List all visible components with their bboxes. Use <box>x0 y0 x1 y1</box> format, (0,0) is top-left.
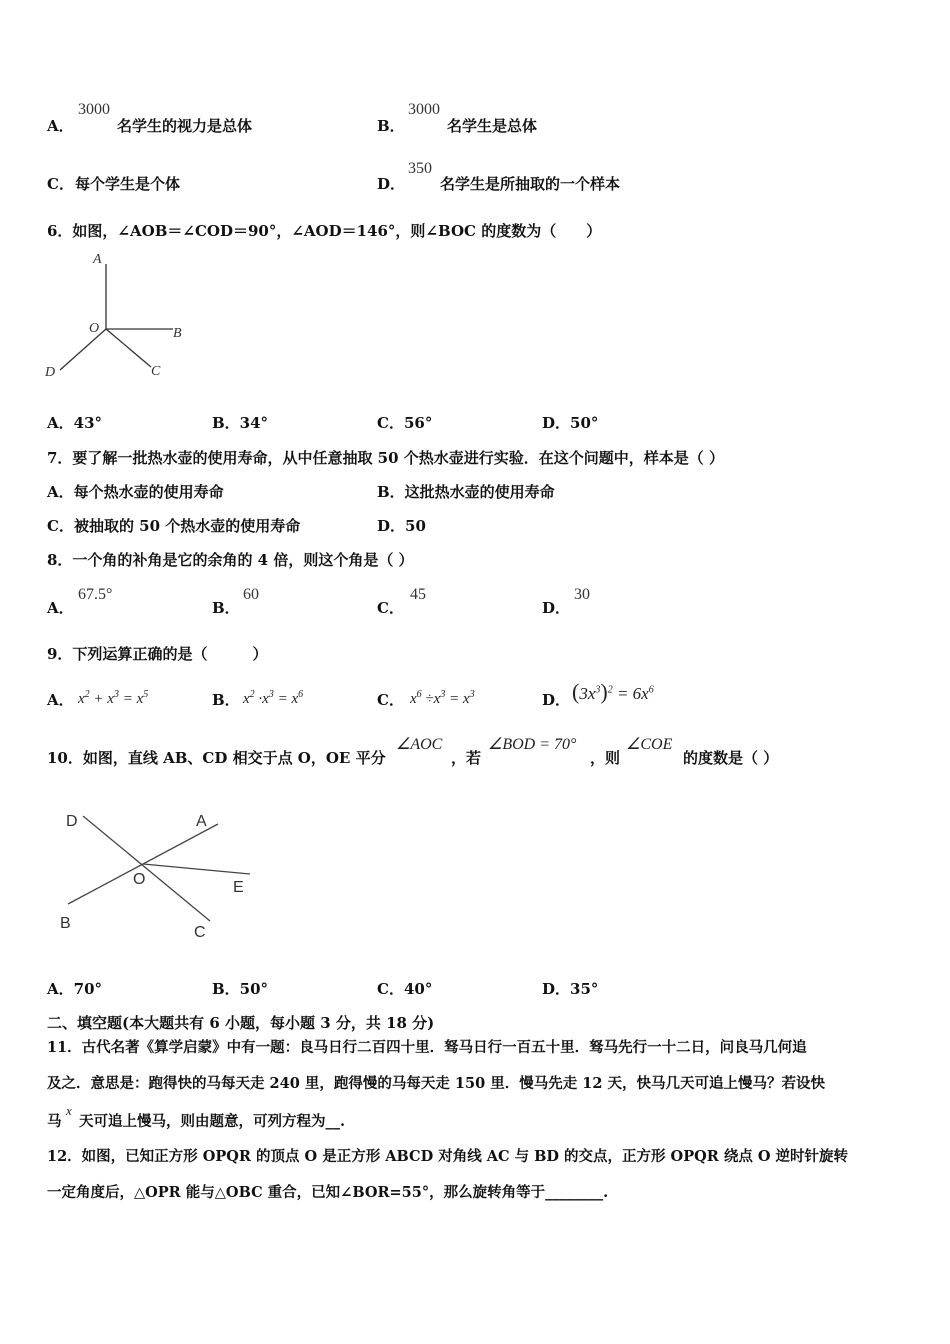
q6-ray-oc <box>106 329 151 367</box>
q8-option-d-label: D． <box>542 599 571 617</box>
q8-option-d-value: 30 <box>574 586 590 603</box>
q11-line-2: 及之．意思是：跑得快的马每天走 240 里，跑得慢的马每天走 150 里．慢马先走 12 天，快马几天可追上慢马？若设快 <box>47 1075 825 1092</box>
q5-option-a-number: 3000 <box>78 101 110 118</box>
q6-label-c: C <box>151 364 161 379</box>
q7-option-b: B．这批热水壶的使用寿命 <box>377 483 555 501</box>
q5-option-c-text: 每个学生是个体 <box>75 175 181 193</box>
q9-option-c-formula: $x^6 \div x^3 = x^3$ <box>410 689 475 707</box>
q6-option-a: A．43° <box>47 414 103 432</box>
q11-line-3-start: 马 <box>47 1113 62 1130</box>
q5-option-c-label: C． <box>47 175 74 193</box>
q10-stem-part1: 10．如图，直线 AB、CD 相交于点 O，OE 平分 <box>47 749 386 767</box>
q7-option-a: A．每个热水壶的使用寿命 <box>47 483 224 501</box>
q6-label-b: B <box>173 326 182 341</box>
q10-option-c: C．40° <box>377 980 433 998</box>
q6-option-d: D．50° <box>542 414 599 432</box>
q7-option-d: D．50 <box>377 517 426 535</box>
q6-label-a: A <box>93 252 102 267</box>
q10-label-a: A <box>196 813 207 830</box>
q6-angle-figure <box>40 246 200 386</box>
q8-option-a-label: A． <box>47 599 74 617</box>
q10-expr-coe: ∠COE <box>626 736 673 753</box>
q11-line-3-end: 天可追上慢马，则由题意，可列方程为__. <box>79 1113 346 1130</box>
q5-option-a-label: A． <box>47 117 74 135</box>
q11-variable-x: x <box>66 1103 72 1118</box>
q5-option-b-label: B． <box>377 117 405 135</box>
q10-label-e: E <box>233 879 244 896</box>
q6-label-d: D <box>45 365 56 380</box>
q5-option-b-text: 名学生是总体 <box>447 117 538 135</box>
q5-option-d-label: D． <box>377 175 406 193</box>
q8-option-c-value: 45 <box>410 586 426 603</box>
q10-option-a: A．70° <box>47 980 103 998</box>
q5-option-d-number: 350 <box>408 160 432 177</box>
q10-label-b: B <box>60 915 71 932</box>
section-2-title: 二、填空题(本大题共有 6 小题，每小题 3 分，共 18 分) <box>47 1014 435 1032</box>
q8-option-b-label: B． <box>212 599 240 617</box>
q12-line-2: 一定角度后，△OPR 能与△OBC 重合，已知∠BOR=55°，那么旋转角等于________. <box>47 1184 609 1201</box>
q8-option-c-label: C． <box>377 599 404 617</box>
q12-line-1: 12．如图，已知正方形 OPQR 的顶点 O 是正方形 ABCD 对角线 AC 与 BD 的交点，正方形 OPQR 绕点 O 逆时针旋转 <box>47 1148 849 1165</box>
q6-option-b: B．34° <box>212 414 269 432</box>
q10-expr-aoc: ∠AOC <box>396 736 443 753</box>
q10-option-b: B．50° <box>212 980 269 998</box>
q11-line-1: 11．古代名著《算学启蒙》中有一题：良马日行二百四十里．驽马日行一百五十里．驽马先行一十二日，问良马几何追 <box>47 1039 807 1056</box>
q10-lines-figure <box>50 800 270 950</box>
q6-label-o: O <box>89 321 100 336</box>
q5-option-a-text: 名学生的视力是总体 <box>117 117 253 135</box>
q10-label-d: D <box>66 813 78 830</box>
q6-option-c: C．56° <box>377 414 433 432</box>
q10-stem-part2: ，若 <box>451 749 482 767</box>
q10-label-c: C <box>194 924 206 941</box>
q9-option-b-label: B． <box>212 691 240 709</box>
q9-option-d-label: D． <box>542 691 571 709</box>
q9-option-a-label: A． <box>47 691 74 709</box>
q10-label-o: O <box>133 871 146 888</box>
q7-option-c: C．被抽取的 50 个热水壶的使用寿命 <box>47 517 301 535</box>
q8-stem: 8．一个角的补角是它的余角的 4 倍，则这个角是（ ） <box>47 551 414 569</box>
q10-ray-oe <box>143 864 250 874</box>
q10-option-d: D．35° <box>542 980 599 998</box>
q10-stem-part3: ，则 <box>590 749 621 767</box>
q9-option-b-formula: $x^2 \cdot x^3 = x^6$ <box>243 689 304 707</box>
q10-expr-bod: ∠BOD = 70° <box>488 736 577 753</box>
q5-option-d-text: 名学生是所抽取的一个样本 <box>440 175 621 193</box>
q8-option-a-value: 67.5° <box>78 586 113 603</box>
q5-option-b-number: 3000 <box>408 101 440 118</box>
q9-option-a-formula: $x^2 + x^3 = x^5$ <box>78 689 149 707</box>
q9-stem: 9．下列运算正确的是（ ） <box>47 645 268 663</box>
q10-stem-part4: 的度数是（ ） <box>683 749 779 767</box>
q7-stem: 7．要了解一批热水壶的使用寿命，从中任意抽取 50 个热水壶进行实验．在这个问题中，样本是（ ） <box>47 449 724 467</box>
q8-option-b-value: 60 <box>243 586 259 603</box>
q6-stem: 6．如图，∠AOB＝∠COD＝90°，∠AOD＝146°，则∠BOC 的度数为（ ） <box>47 222 602 240</box>
q9-option-c-label: C． <box>377 691 404 709</box>
q9-option-d-formula: $(3x^3)^2 = 6x^6$ <box>572 679 654 704</box>
